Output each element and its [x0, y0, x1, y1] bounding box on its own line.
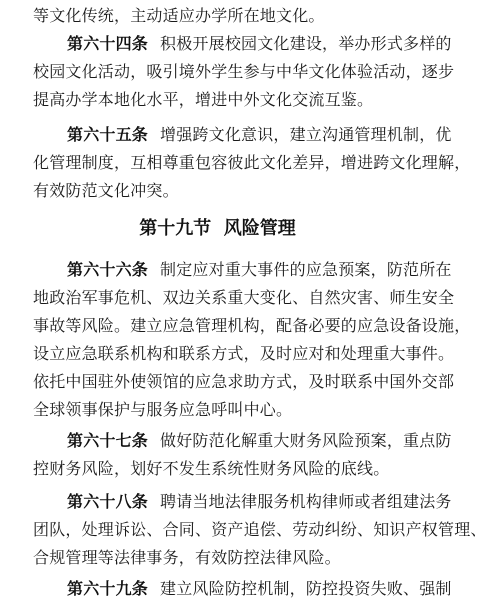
article-number: 第六十九条 — [67, 579, 149, 598]
body-text: 积极开展校园文化建设，举办形式多样的 — [160, 34, 452, 53]
body-text: 依托中国驻外使领馆的应急求助方式，及时联系中国外交部 — [33, 372, 455, 391]
body-text: 建立风险防控机制，防控投资失败、强制 — [160, 579, 452, 598]
article-line — [33, 548, 405, 568]
article-number: 第六十八条 — [67, 492, 149, 511]
article-line — [67, 431, 452, 451]
body-text: 团队，处理诉讼、合同、资产追偿、劳动纠纷、知识产权管理、 — [33, 520, 487, 539]
body-text: 有效防范文化冲突。 — [33, 181, 179, 200]
article-number: 第六十五条 — [67, 125, 149, 144]
article-number: 第六十四条 — [67, 34, 149, 53]
article-line — [67, 492, 452, 512]
article-line — [33, 288, 455, 308]
body-text: 控财务风险，划好不发生系统性财务风险的底线。 — [33, 459, 390, 478]
article-line — [33, 400, 405, 420]
body-text: 制定应对重大事件的应急预案，防范所在 — [160, 260, 452, 279]
article-line — [67, 579, 452, 599]
article-number: 第六十七条 — [67, 431, 149, 450]
body-text: 全球领事保护与服务应急呼叫中心。 — [33, 400, 293, 419]
article-line — [33, 344, 455, 364]
article-line — [33, 181, 405, 201]
body-text: 等文化传统，主动适应办学所在地文化。 — [33, 6, 325, 25]
article-line — [67, 34, 452, 54]
body-text: 提高办学本地化水平，增进中外文化交流互鉴。 — [33, 90, 374, 109]
body-text: 聘请当地法律服务机构律师或者组建法务 — [160, 492, 452, 511]
article-line — [33, 62, 455, 82]
body-text: 地政治军事危机、双边关系重大变化、自然灾害、师生安全 — [33, 288, 455, 307]
body-text: 化管理制度，互相尊重包容彼此文化差异，增进跨文化理解， — [33, 153, 471, 172]
continuation-line — [33, 6, 405, 26]
body-text: 事故等风险。建立应急管理机构，配备必要的应急设备设施， — [33, 316, 471, 335]
article-line — [67, 260, 452, 280]
body-text: 校园文化活动，吸引境外学生参与中华文化体验活动，逐步 — [33, 62, 455, 81]
body-text: 合规管理等法律事务，有效防控法律风险。 — [33, 548, 341, 567]
body-text: 增强跨文化意识，建立沟通管理机制，优 — [160, 125, 452, 144]
section-heading: 第十九节 风险管理 — [139, 218, 296, 239]
article-number: 第六十六条 — [67, 260, 149, 279]
article-line — [33, 90, 405, 110]
article-line — [33, 372, 455, 392]
article-line — [33, 316, 471, 336]
article-line — [33, 459, 405, 479]
body-text: 设立应急联系机构和联系方式，及时应对和处理重大事件。 — [33, 344, 455, 363]
article-line — [67, 125, 452, 145]
article-line — [33, 153, 471, 173]
body-text: 做好防范化解重大财务风险预案，重点防 — [160, 431, 452, 450]
article-line — [33, 520, 487, 540]
